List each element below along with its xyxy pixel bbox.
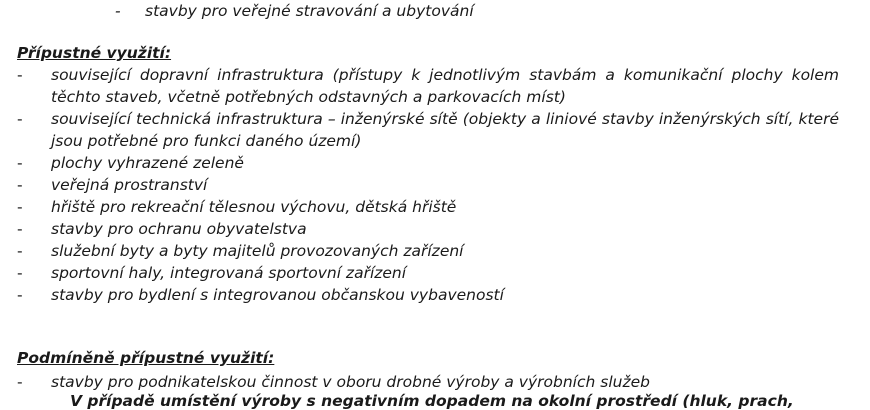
list-item-text: stavby pro veřejné stravování a ubytování — [145, 2, 474, 20]
list-item: - veřejná prostranství — [17, 176, 208, 194]
list-item: - stavby pro ochranu obyvatelstva — [17, 220, 307, 238]
list-bullet: - — [17, 286, 23, 304]
list-bullet: - — [115, 2, 121, 20]
list-item: - stavby pro podnikatelskou činnost v oboru drobné výroby a výrobních služeb — [17, 373, 650, 391]
list-item: - sportovní haly, integrovaná sportovní zařízení — [17, 264, 407, 282]
list-bullet: - — [17, 154, 23, 172]
list-bullet: - — [17, 176, 23, 194]
list-item: - služební byty a byty majitelů provozovaných zařízení — [17, 242, 464, 260]
list-bullet: - — [17, 198, 23, 216]
list-item: - plochy vyhrazené zeleně — [17, 154, 244, 172]
list-bullet: - — [17, 66, 23, 84]
conditional-note-text: V případě umístění výroby s negativním dopadem na okolní prostředí (hluk, prach, — [70, 392, 794, 410]
permitted-use-list — [17, 64, 839, 306]
list-item: - související dopravní infrastruktura (přístupy k jednotlivým stavbám a komunikační plochy kolem těchto staveb, včetně potřebných odstavných a parkovacích míst) — [17, 66, 839, 106]
list-bullet: - — [17, 242, 23, 260]
list-bullet: - — [17, 220, 23, 238]
conditional-use-heading: Podmíněně přípustné využití: — [17, 349, 275, 367]
list-item: - související technická infrastruktura – inženýrské sítě (objekty a liniové stavby inženýrských sítí, které jsou potřebné pro funkci daného území) — [17, 110, 839, 150]
permitted-use-heading: Přípustné využití: — [17, 44, 172, 62]
list-bullet: - — [17, 373, 23, 391]
list-item: - hřiště pro rekreační tělesnou výchovu, dětská hřiště — [17, 198, 457, 216]
list-bullet: - — [17, 110, 23, 128]
conditional-use-list — [17, 371, 839, 393]
list-bullet: - — [17, 264, 23, 282]
top-list-item — [115, 2, 474, 20]
list-item: - stavby pro bydlení s integrovanou občanskou vybaveností — [17, 286, 504, 304]
